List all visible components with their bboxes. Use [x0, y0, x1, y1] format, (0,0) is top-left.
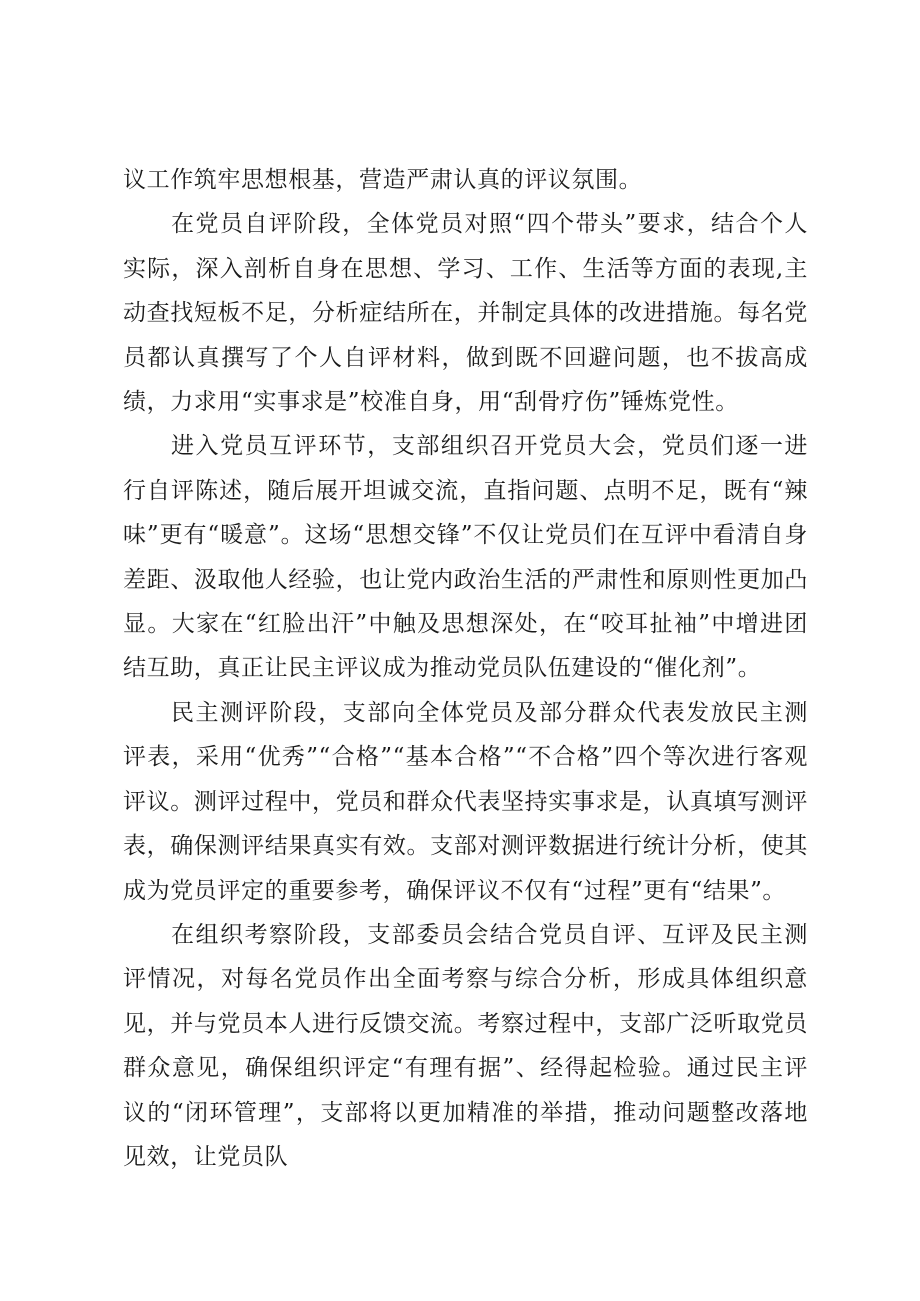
paragraph-continuation: 议工作筑牢思想根基，营造严肃认真的评议氛围。: [123, 167, 643, 193]
paragraph-mutual-evaluation: 进入党员互评环节，支部组织召开党员大会，党员们逐一进行自评陈述，随后展开坦诚交流，直指问题、点明不足，既有“辣味”更有“暖意”。这场“思想交锋”不仅让党员们在互评中看清自身差距、汲取他人经验，也让党内政治生活的严肃性和原则性更加凸显。大家在“红脸出汗”中触及思想深处，在“咬耳扯袖”中增进团结互助，真正让民主评议成为推动党员队伍建设的“催化剂”。: [123, 433, 808, 682]
paragraph-self-evaluation: 在党员自评阶段，全体党员对照“四个带头”要求，结合个人实际，深入剖析自身在思想、学习、工作、生活等方面的表现,主动查找短板不足，分析症结所在，并制定具体的改进措施。每名党员都认真撰写了个人自评材料，做到既不回避问题，也不拔高成绩，力求用“实事求是”校准自身，用“刮骨疗伤”锤炼党性。: [123, 211, 808, 416]
paragraph-organizational-review: 在组织考察阶段，支部委员会结合党员自评、互评及民主测评情况，对每名党员作出全面考察与综合分析，形成具体组织意见，并与党员本人进行反馈交流。考察过程中，支部广泛听取党员群众意见，确保组织评定“有理有据”、经得起检验。通过民主评议的“闭环管理”，支部将以更加精准的举措，推动问题整改落地见效，让党员队: [123, 921, 808, 1170]
document-body: [123, 158, 808, 1179]
paragraph-democratic-assessment: 民主测评阶段，支部向全体党员及部分群众代表发放民主测评表，采用“优秀”“合格”“基本合格”“不合格”四个等次进行客观评议。测评过程中，党员和群众代表坚持实事求是，认真填写测评表，确保测评结果真实有效。支部对测评数据进行统计分析，使其成为党员评定的重要参考，确保评议不仅有“过程”更有“结果”。: [123, 699, 808, 904]
